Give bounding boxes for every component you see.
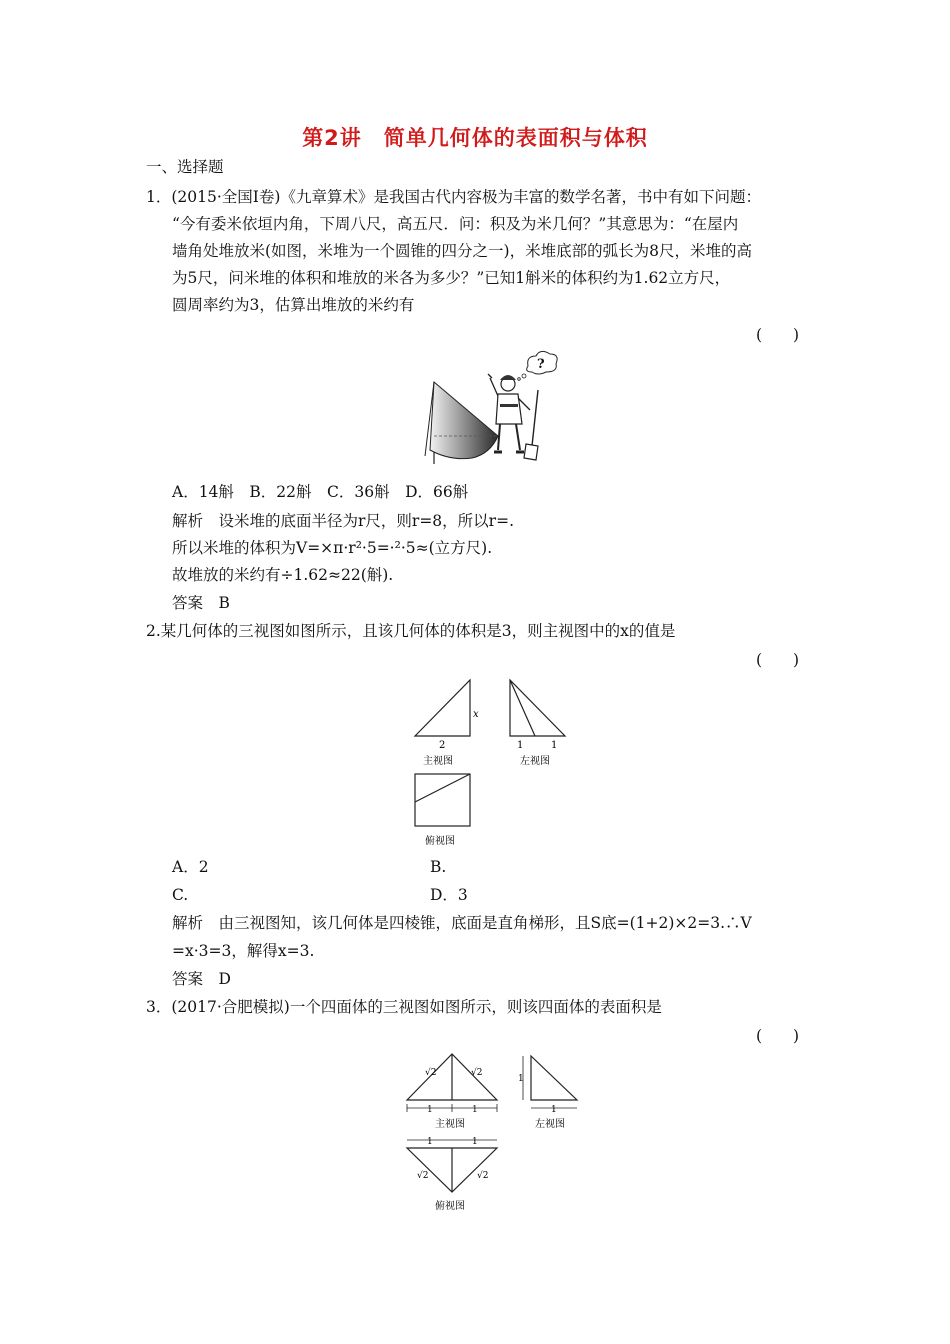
q1-stem-line-1: 1．(2015·全国Ⅰ卷)《九章算术》是我国古代内容极为丰富的数学名著，书中有如下问题： xyxy=(146,188,761,206)
q3-caption-front: 主视图 xyxy=(435,1119,465,1130)
thought-bubble xyxy=(518,351,557,380)
section-heading: 一、选择题 xyxy=(146,158,224,176)
q1-answer: 答案 B xyxy=(172,594,230,612)
q1-stem-line-2: “今有委米依垣内角，下周八尺，高五尺．问：积及为米几何？”其意思为：“在屋内 xyxy=(172,215,739,233)
q2-front-view xyxy=(415,680,479,767)
q2-solution-line-2: =x·3=3，解得x=3. xyxy=(172,942,315,960)
q1-rice-pile-figure xyxy=(420,346,560,471)
q2-option-d: D．3 xyxy=(430,886,468,904)
q2-stem: 2.某几何体的三视图如图所示，且该几何体的体积是3，则主视图中的x的值是 xyxy=(146,622,676,640)
q3-answer-blank: ( ) xyxy=(756,1027,800,1045)
q2-caption-top: 俯视图 xyxy=(425,836,455,847)
q1-solution-line-3: 故堆放的米约有÷1.62≈22(斛). xyxy=(172,566,394,584)
q3-top-view xyxy=(407,1137,497,1212)
q2-answer: 答案 D xyxy=(172,970,231,988)
q3-label-1-d: 1 xyxy=(472,1137,478,1147)
q2-label-2: 2 xyxy=(439,740,446,751)
q3-label-1-a: 1 xyxy=(427,1105,433,1115)
q1-answer-blank: ( ) xyxy=(756,326,800,344)
q1-solution-line-1: 解析 设米堆的底面半径为r尺，则r=8，所以r=. xyxy=(172,512,514,530)
q3-label-1-b: 1 xyxy=(472,1105,478,1115)
q2-option-b: B. xyxy=(430,858,447,876)
q3-label-sqrt2-b: √2 xyxy=(471,1068,483,1078)
q2-option-c: C. xyxy=(172,886,189,904)
q3-side-view xyxy=(518,1056,577,1130)
q1-stem-line-5: 圆周率约为3，估算出堆放的米约有 xyxy=(172,296,415,314)
q2-top-view xyxy=(415,774,470,847)
q1-options: A．14斛 B．22斛 C．36斛 D．66斛 xyxy=(172,483,469,501)
q3-caption-side: 左视图 xyxy=(535,1119,565,1130)
man-figure xyxy=(488,374,538,460)
q3-label-sqrt2-c: √2 xyxy=(417,1171,429,1181)
q2-three-views-figure xyxy=(405,676,585,848)
q1-stem-line-3: 墙角处堆放米(如图，米堆为一个圆锥的四分之一)，米堆底部的弧长为8尺，米堆的高 xyxy=(172,242,752,260)
q3-front-view xyxy=(407,1054,497,1130)
q3-stem: 3．(2017·合肥模拟)一个四面体的三视图如图所示，则该四面体的表面积是 xyxy=(146,998,662,1016)
q3-label-sqrt2-d: √2 xyxy=(477,1171,489,1181)
q3-three-views-figure xyxy=(395,1050,585,1216)
q1-stem-line-4: 为5尺，问米堆的体积和堆放的米各为多少？”已知1斛米的体积约为1.62立方尺， xyxy=(172,269,731,287)
q2-caption-side: 左视图 xyxy=(520,756,550,767)
q1-solution-line-2: 所以米堆的体积为V=×π·r²·5=·²·5≈(立方尺). xyxy=(172,539,493,557)
q2-caption-front: 主视图 xyxy=(423,756,453,767)
q2-label-1b: 1 xyxy=(551,740,558,751)
q2-side-view xyxy=(510,680,565,767)
q3-label-side-w: 1 xyxy=(551,1105,557,1115)
svg-text:?: ? xyxy=(537,357,545,372)
q3-label-side-h: 1 xyxy=(518,1074,524,1084)
q2-solution-line-1: 解析 由三视图知，该几何体是四棱锥，底面是直角梯形，且S底=(1+2)×2=3.∴V xyxy=(172,914,752,932)
q3-label-sqrt2-a: √2 xyxy=(425,1068,437,1078)
q3-label-1-c: 1 xyxy=(427,1137,433,1147)
page-title: 第2讲 简单几何体的表面积与体积 xyxy=(302,126,648,150)
q3-caption-top: 俯视图 xyxy=(435,1201,465,1212)
q2-option-a: A．2 xyxy=(172,858,209,876)
q2-answer-blank: ( ) xyxy=(756,651,800,669)
quarter-cone-shape xyxy=(425,382,498,464)
q2-label-x: x xyxy=(473,709,479,720)
q2-label-1a: 1 xyxy=(517,740,524,751)
